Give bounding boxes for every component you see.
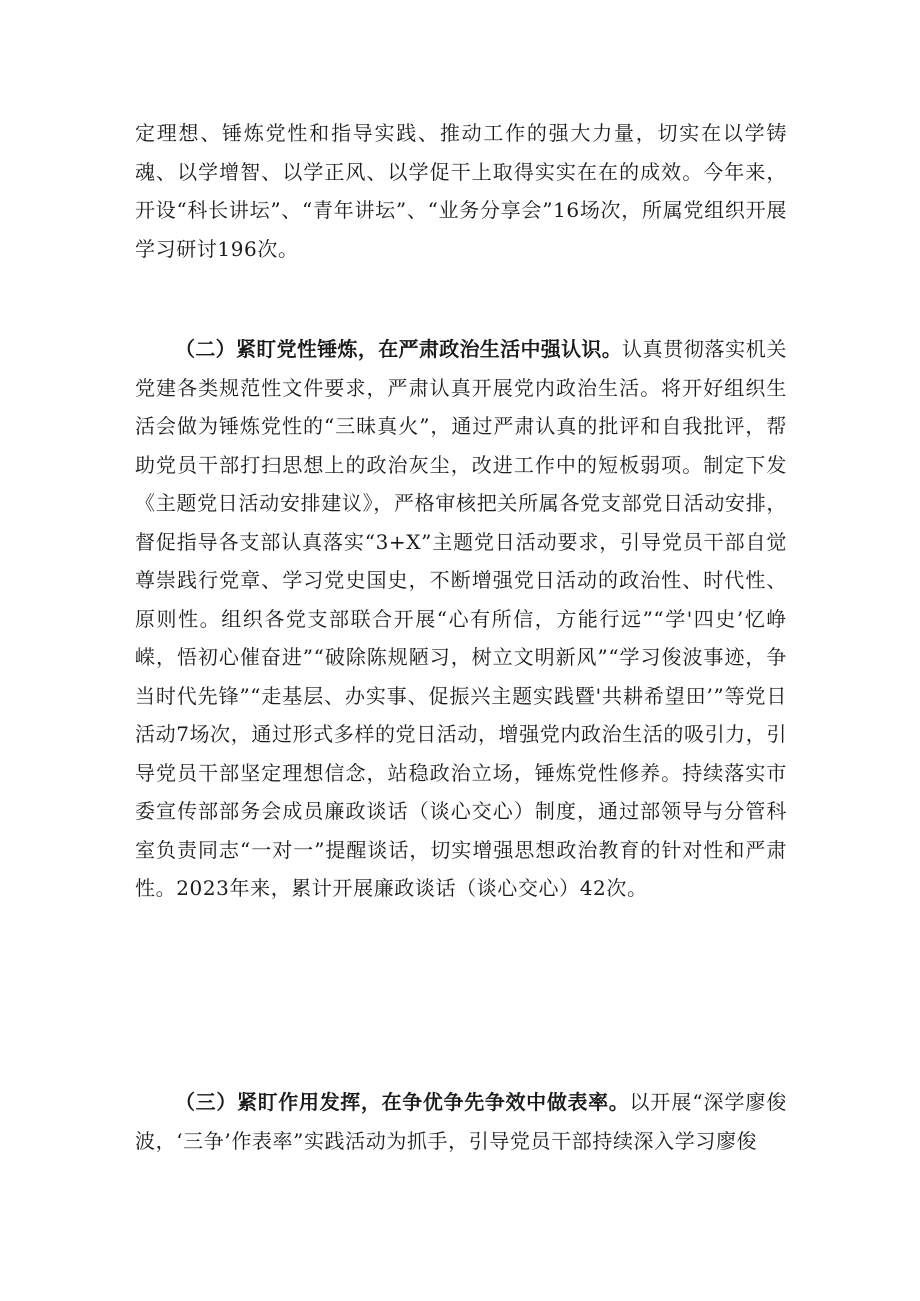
paragraph-3-text: 以开展“深学廖俊波，‘三争’作表率”实践活动为抓手，引导党员干部持续深入学习廖俊 — [135, 1090, 787, 1153]
paragraph-2-text: 认真贯彻落实机关党建各类规范性文件要求，严肃认真开展党内政治生活。将开好组织生活会做为锤炼党性的“三昧真火”，通过严肃认真的批评和自我批评，帮助党员干部打扫思想上的政治灰尘，改进工作中的短板弱项。制定下发《主题党日活动安排建议》，严格审核把关所属各党支部党日活动安排，督促指导各支部认真落实“3+X”主题党日活动要求，引导党员干部自觉尊崇践行党章、学习党史国史，不断增强党日活动的政治性、时代性、原则性。组织各党支部联合开展“心有所信，方能行远”“学'四史’忆峥嵘，悟初心催奋进”“破除陈规陋习，树立文明新风”“学习俊波事迹，争当时代先锋”“走基层、办实事、促振兴主题实践暨'共耕希望田’”等党日活动7场次，通过形式多样的党日活动，增强党内政治生活的吸引力，引导党员干部坚定理想信念，站稳政治立场，锤炼党性修养。持续落实市委宣传部部务会成员廉政谈话（谈心交心）制度，通过部领导与分管科室负责同志“一对一”提醒谈话，切实增强思想政治教育的针对性和严肃性。2023年来，累计开展廉政谈话（谈心交心）42次。 — [135, 337, 787, 900]
section-3-heading: （三）紧盯作用发挥，在争优争先争效中做表率。 — [175, 1090, 630, 1114]
paragraph-1 — [135, 114, 787, 268]
paragraph-2 — [135, 330, 787, 908]
paragraph-3 — [135, 1083, 787, 1160]
section-2-heading: （二）紧盯党性锤炼，在严肃政治生活中强认识。 — [175, 337, 623, 361]
paragraph-1-text: 定理想、锤炼党性和指导实践、推动工作的强大力量，切实在以学铸魂、以学增智、以学正风、以学促干上取得实实在在的成效。今年来，开设“科长讲坛”、“青年讲坛”、“业务分享会”16场次，所属党组织开展学习研讨196次。 — [135, 121, 787, 261]
